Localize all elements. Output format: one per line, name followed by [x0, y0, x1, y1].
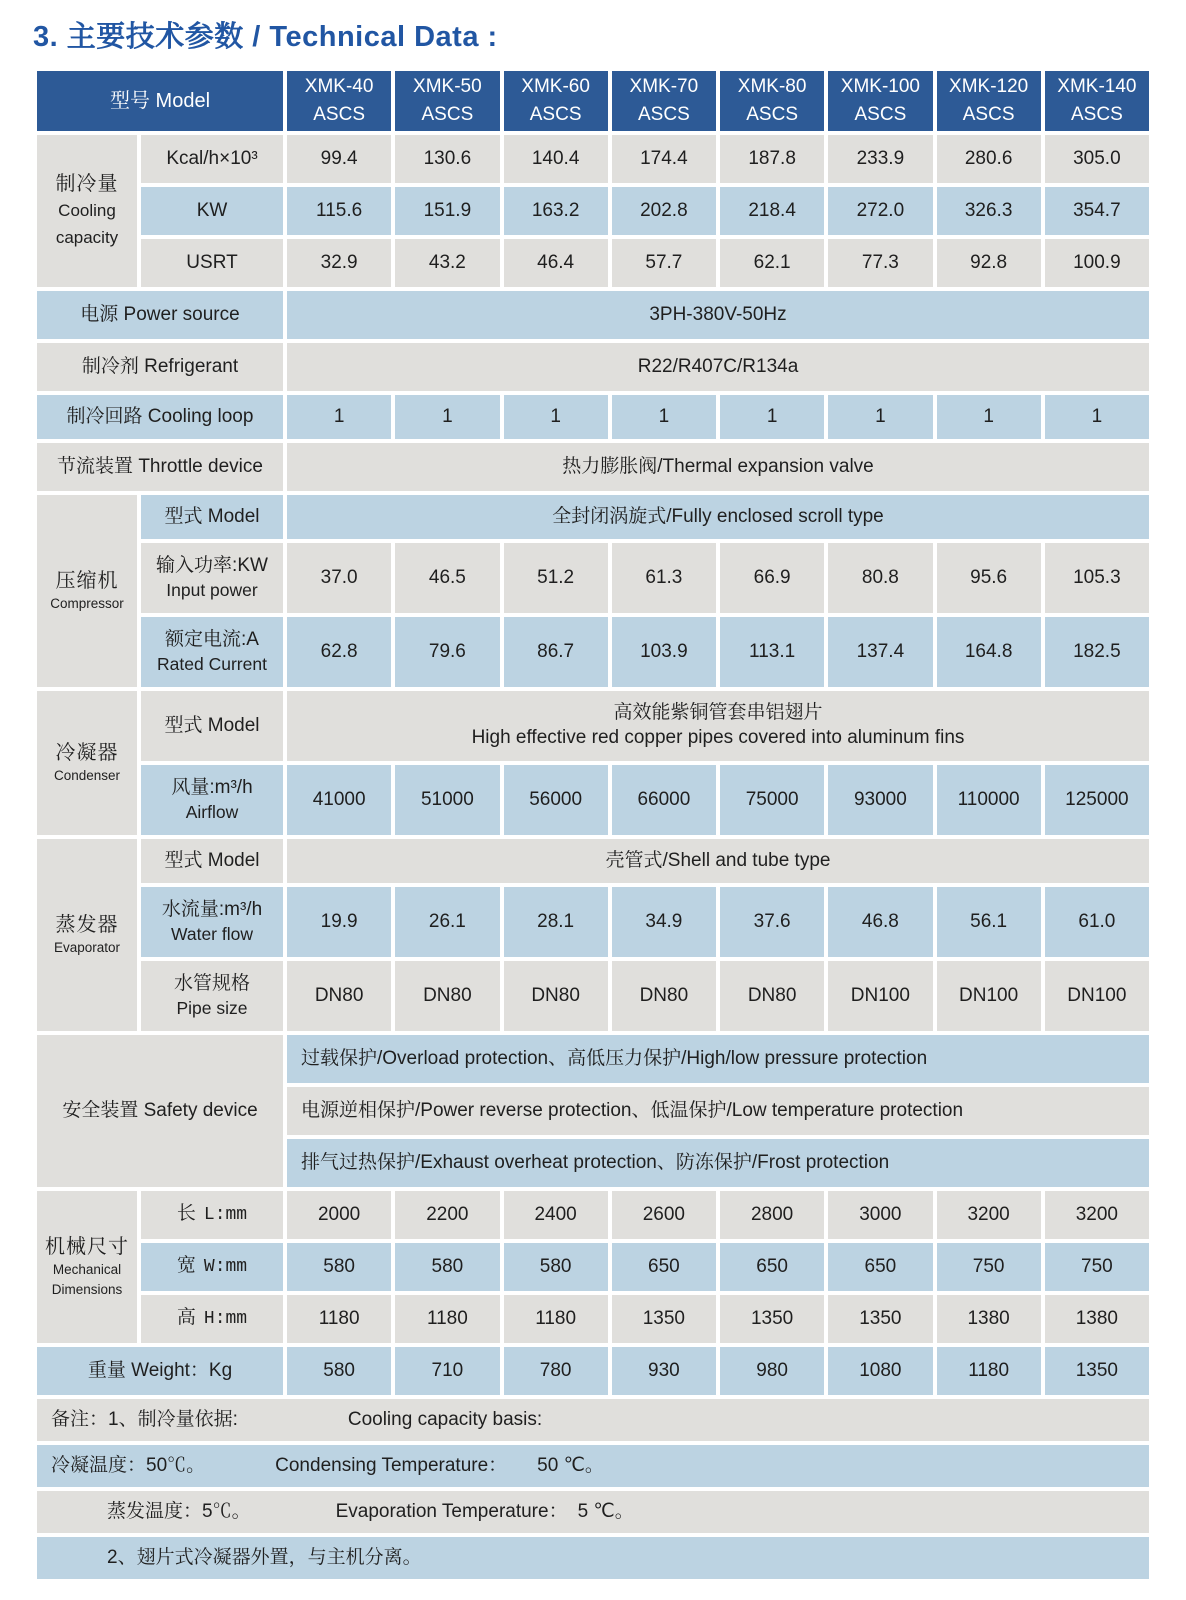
column-series: ASCS — [1071, 104, 1123, 125]
group-label-en: Dimensions — [51, 1282, 123, 1297]
value-cell: 272.0 — [828, 187, 932, 235]
value-cell: 980 — [720, 1347, 824, 1395]
column-series: ASCS — [746, 104, 798, 125]
value-cell: 750 — [1045, 1243, 1149, 1291]
column-model: XMK-60 — [521, 75, 590, 97]
page-title: 3. 主要技术参数 / Technical Data : — [33, 21, 498, 53]
value-cell: 305.0 — [1045, 135, 1149, 183]
table-row — [37, 1035, 1149, 1083]
value-cell: DN100 — [1045, 961, 1149, 1031]
value-cell: 140.4 — [504, 135, 608, 183]
value-cell: 41000 — [287, 765, 391, 835]
note-value: 5 ℃。 — [577, 1500, 634, 1522]
value-cell: 1180 — [937, 1347, 1041, 1395]
row-label-line2: Rated Current — [157, 653, 267, 674]
value-cell: 1080 — [828, 1347, 932, 1395]
column-header-xmk80 — [720, 71, 824, 131]
power-source-value: 3PH-380V-50Hz — [287, 291, 1149, 339]
value-cell: 103.9 — [612, 617, 716, 687]
value-cell: 580 — [395, 1243, 499, 1291]
value-cell: 28.1 — [504, 887, 608, 957]
column-header-xmk60 — [504, 71, 608, 131]
column-series: ASCS — [854, 104, 907, 125]
value-cell: 354.7 — [1045, 187, 1149, 235]
table-row — [37, 1491, 1149, 1533]
column-header-xmk120 — [937, 71, 1041, 131]
row-label-condenser-model: 型式 Model — [141, 691, 283, 761]
value-cell: 650 — [828, 1243, 932, 1291]
group-mechanical-dimensions — [37, 1191, 137, 1343]
group-label-zh: 机械尺寸 — [45, 1236, 129, 1259]
value-cell: DN80 — [612, 961, 716, 1031]
value-cell: 115.6 — [287, 187, 391, 235]
value-cell: 163.2 — [504, 187, 608, 235]
value-cell: 19.9 — [287, 887, 391, 957]
value-cell: DN100 — [828, 961, 932, 1031]
value-cell: DN80 — [504, 961, 608, 1031]
value-cell: 580 — [287, 1243, 391, 1291]
value-cell: 61.3 — [612, 543, 716, 613]
value-cell: 151.9 — [395, 187, 499, 235]
value-cell: 75000 — [720, 765, 824, 835]
row-label-line1: 额定电流:A — [165, 629, 259, 651]
note-en: Cooling capacity basis: — [347, 1408, 543, 1430]
value-cell: 62.8 — [287, 617, 391, 687]
table-row — [37, 291, 1149, 339]
column-header-xmk50 — [395, 71, 499, 131]
row-label-throttle-device: 节流装置 Throttle device — [37, 443, 283, 491]
value-cell: 2600 — [612, 1191, 716, 1239]
row-label-line2: Water flow — [170, 923, 253, 944]
column-series: ASCS — [638, 104, 690, 125]
group-label-en: Mechanical — [52, 1262, 122, 1278]
row-label-evaporator-model: 型式 Model — [141, 839, 283, 883]
value-cell: 580 — [287, 1347, 391, 1395]
row-label-power-source: 电源 Power source — [37, 291, 283, 339]
table-row — [37, 1537, 1149, 1579]
table-row — [37, 239, 1149, 287]
table-row — [37, 887, 1149, 957]
value-cell: 218.4 — [720, 187, 824, 235]
value-cell: 1 — [504, 395, 608, 439]
value-cell: 2000 — [287, 1191, 391, 1239]
group-cooling-capacity — [37, 135, 137, 287]
value-cell: 95.6 — [937, 543, 1041, 613]
note-value: 50 ℃。 — [537, 1454, 604, 1476]
table-row — [37, 1295, 1149, 1343]
row-label-cooling-loop: 制冷回路 Cooling loop — [37, 395, 283, 439]
group-compressor — [37, 495, 137, 687]
note-zh: 蒸发温度：5℃。 — [107, 1500, 251, 1522]
row-label-weight: 重量 Weight：Kg — [37, 1347, 283, 1395]
value-cell: 326.3 — [937, 187, 1041, 235]
value-cell: 1350 — [828, 1295, 932, 1343]
row-label-line1: 风量:m³/h — [171, 777, 253, 799]
value-cell: 182.5 — [1045, 617, 1149, 687]
value-cell: 130.6 — [395, 135, 499, 183]
table-row — [37, 395, 1149, 439]
value-cell: 56.1 — [937, 887, 1041, 957]
value-cell: 1350 — [612, 1295, 716, 1343]
note-row-4: 2、翅片式冷凝器外置，与主机分离。 — [37, 1537, 1149, 1579]
dim-label-unit: L:mm — [203, 1205, 248, 1226]
value-cell: 93000 — [828, 765, 932, 835]
value-cell: 57.7 — [612, 239, 716, 287]
table-row — [37, 443, 1149, 491]
condenser-model-value — [287, 691, 1149, 761]
dim-label-unit: H:mm — [203, 1309, 248, 1330]
table-row — [37, 187, 1149, 235]
value-cell: 26.1 — [395, 887, 499, 957]
value-cell: 1350 — [1045, 1347, 1149, 1395]
value-cell: 37.6 — [720, 887, 824, 957]
note-zh: 备注：1、制冷量依据: — [51, 1408, 238, 1430]
value-cell: 3200 — [937, 1191, 1041, 1239]
value-cell: DN80 — [287, 961, 391, 1031]
row-label-kcal: Kcal/h×10³ — [141, 135, 283, 183]
row-label-kw: KW — [141, 187, 283, 235]
dim-label-zh: 高 — [176, 1307, 196, 1329]
row-label-water-flow — [141, 887, 283, 957]
group-label-zh: 冷凝器 — [55, 742, 119, 765]
value-cell: 113.1 — [720, 617, 824, 687]
value-cell: 51.2 — [504, 543, 608, 613]
value-cell: 174.4 — [612, 135, 716, 183]
value-cell: 580 — [504, 1243, 608, 1291]
value-cell: 2400 — [504, 1191, 608, 1239]
value-cell: 100.9 — [1045, 239, 1149, 287]
table-row — [37, 961, 1149, 1031]
value-cell: 1180 — [287, 1295, 391, 1343]
row-label-line2: Input power — [166, 579, 258, 600]
column-series: ASCS — [313, 104, 365, 125]
column-model: XMK-140 — [1057, 75, 1137, 97]
group-label-en: Cooling — [58, 200, 116, 220]
group-label-zh: 制冷量 — [55, 172, 119, 195]
value-cell: 1 — [395, 395, 499, 439]
row-label-refrigerant: 制冷剂 Refrigerant — [37, 343, 283, 391]
value-cell: 110000 — [937, 765, 1041, 835]
value-cell: 1 — [720, 395, 824, 439]
value-cell: 80.8 — [828, 543, 932, 613]
row-label-usrt: USRT — [141, 239, 283, 287]
safety-row-3: 排气过热保护/Exhaust overheat protection、防冻保护/Frost protection — [287, 1139, 1149, 1187]
throttle-device-value: 热力膨胀阀/Thermal expansion valve — [287, 443, 1149, 491]
table-row — [37, 691, 1149, 761]
value-cell: 79.6 — [395, 617, 499, 687]
value-cell: 99.4 — [287, 135, 391, 183]
value-cell: 650 — [720, 1243, 824, 1291]
row-label-line2: Airflow — [185, 801, 239, 822]
column-series: ASCS — [962, 104, 1015, 125]
value-cell: 43.2 — [395, 239, 499, 287]
value-cell: 46.8 — [828, 887, 932, 957]
refrigerant-value: R22/R407C/R134a — [287, 343, 1149, 391]
table-row — [37, 1347, 1149, 1395]
row-label-line1: 水流量:m³/h — [161, 899, 263, 921]
group-label-en: Evaporator — [53, 940, 121, 956]
value-cell: 750 — [937, 1243, 1041, 1291]
group-evaporator — [37, 839, 137, 1031]
value-cell: DN100 — [937, 961, 1041, 1031]
value-cell: 37.0 — [287, 543, 391, 613]
group-label-en: Compressor — [50, 596, 124, 612]
row-label-width — [141, 1243, 283, 1291]
note-row-2 — [37, 1445, 1149, 1487]
table-row — [37, 1191, 1149, 1239]
row-label-airflow — [141, 765, 283, 835]
column-header-xmk40 — [287, 71, 391, 131]
table-row — [37, 1243, 1149, 1291]
row-label-compressor-model: 型式 Model — [141, 495, 283, 539]
column-header-xmk100 — [828, 71, 932, 131]
value-cell: 164.8 — [937, 617, 1041, 687]
value-cell: 187.8 — [720, 135, 824, 183]
value-cell: 77.3 — [828, 239, 932, 287]
row-label-height — [141, 1295, 283, 1343]
column-model: XMK-100 — [840, 75, 920, 97]
column-model: XMK-80 — [737, 75, 807, 97]
note-row-1 — [37, 1399, 1149, 1441]
value-cell: 46.5 — [395, 543, 499, 613]
table-row — [37, 617, 1149, 687]
value-cell: DN80 — [395, 961, 499, 1031]
table-row — [37, 1445, 1149, 1487]
note-en: Evaporation Temperature： — [335, 1500, 568, 1522]
value-cell: 1380 — [1045, 1295, 1149, 1343]
table-header-row — [37, 71, 1149, 131]
table-row — [37, 839, 1149, 883]
row-label-rated-current — [141, 617, 283, 687]
table-row — [37, 1399, 1149, 1441]
value-cell: 46.4 — [504, 239, 608, 287]
row-label-line1: 输入功率:KW — [156, 555, 268, 577]
column-model: XMK-40 — [304, 75, 374, 97]
table-row — [37, 495, 1149, 539]
value-cell: 1 — [287, 395, 391, 439]
group-safety-device: 安全装置 Safety device — [37, 1035, 283, 1187]
group-label-en: Condenser — [53, 768, 121, 784]
value-cell: 930 — [612, 1347, 716, 1395]
dim-label-zh: 长 — [176, 1203, 196, 1225]
value-cell: 32.9 — [287, 239, 391, 287]
value-cell: 1350 — [720, 1295, 824, 1343]
value-cell: 61.0 — [1045, 887, 1149, 957]
table-row — [37, 135, 1149, 183]
condenser-model-zh: 高效能紫铜管套串铝翅片 — [613, 702, 823, 724]
safety-row-2: 电源逆相保护/Power reverse protection、低温保护/Low temperature protection — [287, 1087, 1149, 1135]
value-cell: DN80 — [720, 961, 824, 1031]
value-cell: 62.1 — [720, 239, 824, 287]
value-cell: 125000 — [1045, 765, 1149, 835]
value-cell: 86.7 — [504, 617, 608, 687]
model-header-cell: 型号 Model — [37, 71, 283, 131]
column-header-xmk140 — [1045, 71, 1149, 131]
value-cell: 1 — [937, 395, 1041, 439]
compressor-model-value: 全封闭涡旋式/Fully enclosed scroll type — [287, 495, 1149, 539]
value-cell: 280.6 — [937, 135, 1041, 183]
note-row-3 — [37, 1491, 1149, 1533]
value-cell: 51000 — [395, 765, 499, 835]
dim-label-zh: 宽 — [176, 1255, 196, 1277]
table-row — [37, 543, 1149, 613]
value-cell: 34.9 — [612, 887, 716, 957]
technical-data-table — [33, 67, 1153, 1583]
value-cell: 202.8 — [612, 187, 716, 235]
value-cell: 3000 — [828, 1191, 932, 1239]
dim-label-unit: W:mm — [203, 1257, 248, 1278]
evaporator-model-value: 壳管式/Shell and tube type — [287, 839, 1149, 883]
value-cell: 1180 — [504, 1295, 608, 1343]
value-cell: 233.9 — [828, 135, 932, 183]
value-cell: 710 — [395, 1347, 499, 1395]
row-label-line2: Pipe size — [176, 997, 248, 1018]
group-label-zh: 蒸发器 — [55, 914, 119, 937]
value-cell: 2200 — [395, 1191, 499, 1239]
table-row — [37, 765, 1149, 835]
column-model: XMK-70 — [629, 75, 699, 97]
value-cell: 1180 — [395, 1295, 499, 1343]
value-cell: 1 — [828, 395, 932, 439]
column-series: ASCS — [421, 104, 474, 125]
group-condenser — [37, 691, 137, 835]
value-cell: 2800 — [720, 1191, 824, 1239]
condenser-model-en: High effective red copper pipes covered into aluminum fins — [471, 727, 965, 748]
value-cell: 92.8 — [937, 239, 1041, 287]
note-en: Condensing Temperature： — [275, 1454, 508, 1476]
value-cell: 1380 — [937, 1295, 1041, 1343]
value-cell: 3200 — [1045, 1191, 1149, 1239]
note-zh: 冷凝温度：50℃。 — [51, 1454, 206, 1476]
column-series: ASCS — [529, 104, 582, 125]
value-cell: 1 — [1045, 395, 1149, 439]
value-cell: 650 — [612, 1243, 716, 1291]
row-label-pipe-size — [141, 961, 283, 1031]
value-cell: 780 — [504, 1347, 608, 1395]
column-model: XMK-50 — [413, 75, 482, 97]
value-cell: 66.9 — [720, 543, 824, 613]
value-cell: 1 — [612, 395, 716, 439]
row-label-input-power — [141, 543, 283, 613]
column-header-xmk70 — [612, 71, 716, 131]
column-model: XMK-120 — [949, 75, 1029, 97]
value-cell: 105.3 — [1045, 543, 1149, 613]
value-cell: 56000 — [504, 765, 608, 835]
group-label-en: capacity — [55, 228, 119, 247]
row-label-length — [141, 1191, 283, 1239]
value-cell: 137.4 — [828, 617, 932, 687]
safety-row-1: 过载保护/Overload protection、高低压力保护/High/low pressure protection — [287, 1035, 1149, 1083]
value-cell: 66000 — [612, 765, 716, 835]
row-label-line1: 水管规格 — [173, 973, 250, 995]
group-label-zh: 压缩机 — [55, 570, 119, 593]
table-row — [37, 343, 1149, 391]
